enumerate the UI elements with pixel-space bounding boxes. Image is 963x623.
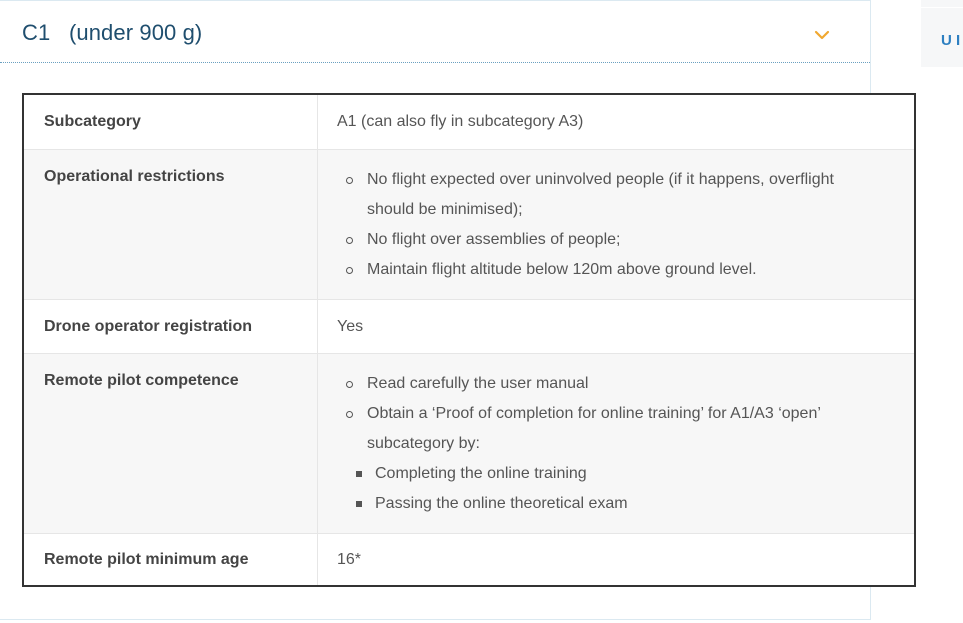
square-bullet-icon xyxy=(356,501,362,507)
row-label-drone-operator-registration: Drone operator registration xyxy=(44,318,253,335)
list-item: No flight over assemblies of people; xyxy=(345,225,834,255)
accordion-header-c1[interactable] xyxy=(0,1,870,63)
table-row xyxy=(24,534,914,585)
circle-bullet-icon xyxy=(346,267,353,274)
restrictions-list xyxy=(345,165,834,285)
competence-sublist xyxy=(345,459,821,519)
list-item: Obtain a ‘Proof of completion for online training’ for A1/A3 ‘open’ xyxy=(345,399,821,429)
table-row xyxy=(24,300,914,354)
list-item: Read carefully the user manual xyxy=(345,369,821,399)
row-value-registration: Yes xyxy=(337,318,364,335)
list-item-continuation: should be minimised); xyxy=(367,201,523,218)
circle-bullet-icon xyxy=(346,381,353,388)
list-item-continuation: subcategory by: xyxy=(367,435,480,452)
accordion-title[interactable]: C1 (under 900 g) xyxy=(22,20,203,45)
sidebar-panel[interactable] xyxy=(921,8,963,67)
row-label-operational-restrictions: Operational restrictions xyxy=(44,168,225,185)
row-label-remote-pilot-minimum-age: Remote pilot minimum age xyxy=(44,551,249,568)
sublist-container xyxy=(345,459,821,519)
list-item: Maintain flight altitude below 120m above ground level. xyxy=(345,255,834,285)
u-icon[interactable]: U I xyxy=(941,32,961,49)
sublist-item: Passing the online theoretical exam xyxy=(345,489,821,519)
row-value-minimum-age: 16* xyxy=(337,551,362,568)
row-label-remote-pilot-competence: Remote pilot competence xyxy=(44,372,239,389)
chevron-down-icon[interactable] xyxy=(814,30,830,40)
sidebar-top-strip xyxy=(921,0,963,7)
circle-bullet-icon xyxy=(346,237,353,244)
specification-table xyxy=(22,93,916,587)
row-label-subcategory: Subcategory xyxy=(44,113,141,130)
circle-bullet-icon xyxy=(346,411,353,418)
square-bullet-icon xyxy=(356,471,362,477)
table-row xyxy=(24,150,914,300)
circle-bullet-icon xyxy=(346,177,353,184)
sublist-item: Completing the online training xyxy=(345,459,821,489)
competence-list xyxy=(345,369,821,519)
table-row xyxy=(24,95,914,150)
list-item: No flight expected over uninvolved people (if it happens, overflight xyxy=(345,165,834,195)
row-value-subcategory: A1 (can also fly in subcategory A3) xyxy=(337,113,584,130)
table-row xyxy=(24,354,914,534)
